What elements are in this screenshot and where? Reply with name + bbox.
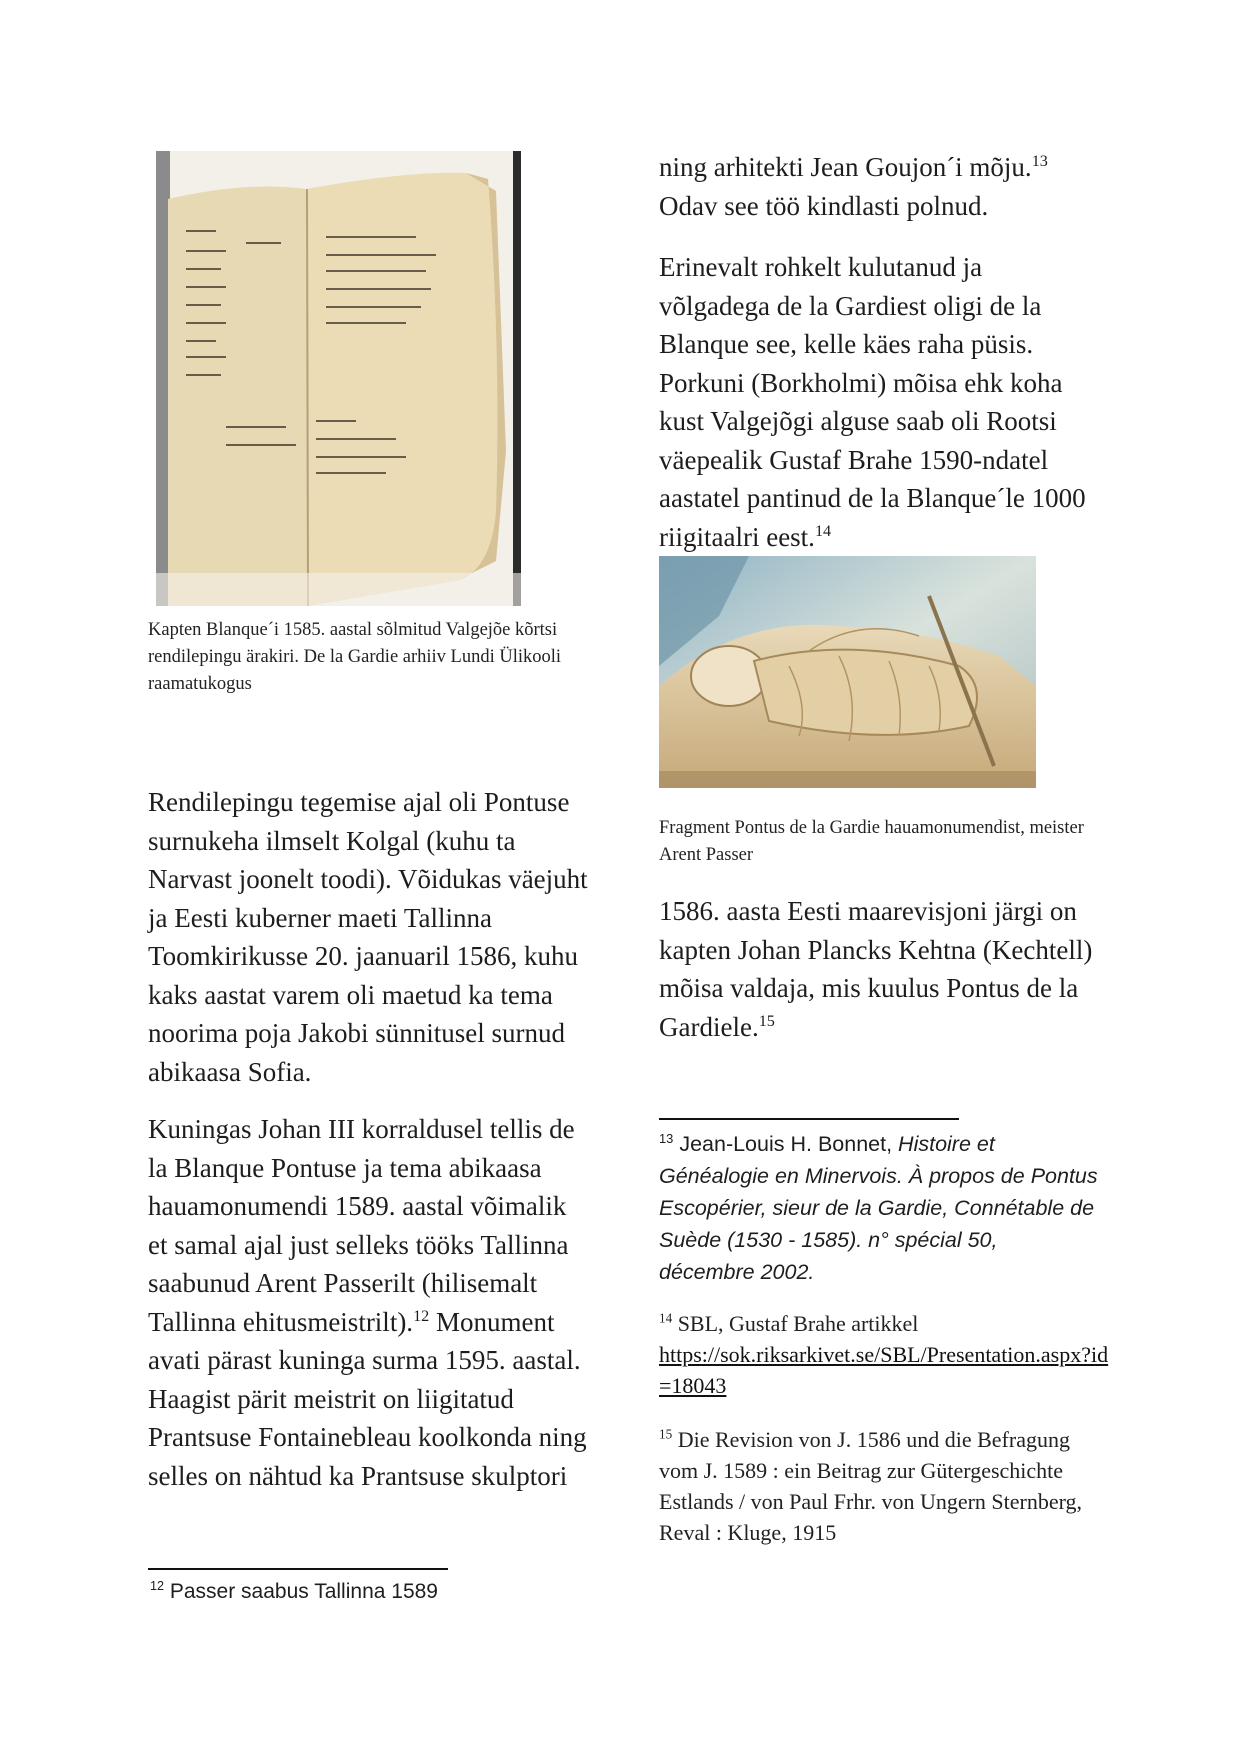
footnote-14: $^{14}$ SBL, Gustaf Brahe artikkel https://sok.riksarkivet.se/SBL/Presentation.aspx?id=18043: [659, 1310, 1109, 1398]
manuscript-caption: Kapten Blanque´i 1585. aastal sõlmitud Valgejõe kõrtsi rendilepingu ärakiri. De la Gardie arhiiv Lundi Ülikooli raamatukogus: [148, 620, 562, 694]
footnote-separator: [148, 1568, 448, 1570]
paragraph-goujon: ning arhitekti Jean Goujon´i mõju.$^{13}$ Odav see töö kindlasti polnud.: [659, 152, 1048, 221]
footnote-12: $^{12}$ Passer saabus Tallinna 1589: [150, 1579, 438, 1603]
paragraph-kuningas: Kuningas Johan III korraldusel tellis de la Blanque Pontuse ja tema abikaasa hauamonumendi 1589. aastal võimalik et samal ajal just selleks tööks Tallinna saabunud Arent Passerilt (hilisemalt Tallinna ehitusmeistrilt).$^{12}$ Monument avati pärast kuninga surma 1595. aastal. Haagist pärit meistrit on liigitatud Prantsuse Fontainebleau koolkonda ning selles on nähtud ka Prantsuse skulptori: [148, 1114, 587, 1491]
footnote-13: $^{13}$ Jean-Louis H. Bonnet, Histoire et Généalogie en Minervois. À propos de Pontus Escopérier, sieur de la Gardie, Connétable de Suède (1530 - 1585). n° spécial 50, décembre 2002.: [659, 1130, 1098, 1284]
sbl-link[interactable]: https://sok.riksarkivet.se/SBL/Presentation.aspx?id=18043: [659, 1342, 1109, 1398]
footnote-ref-12[interactable]: 12: [413, 1306, 430, 1325]
footnote-15: $^{15}$ Die Revision von J. 1586 und die Befragung vom J. 1589 : ein Beitrag zur Gütergeschichte Estlands / von Paul Frhr. von Ungern Sternberg, Reval : Kluge, 1915: [659, 1426, 1083, 1545]
paragraph-rendilepingu: Rendilepingu tegemise ajal oli Pontuse surnukeha ilmselt Kolgal (kuhu ta Narvast joonelt toodi). Võidukas väejuht ja Eesti kuberner maeti Tallinna Toomkirikusse 20. jaanuaril 1586, kuhu kaks aastat varem oli maetud ka tema noorima poja Jakobi sünnitusel surnud abikaasa Sofia.: [148, 787, 588, 1087]
footnote-ref-14[interactable]: 14: [814, 521, 832, 540]
footnote-ref-15[interactable]: 15: [758, 1011, 775, 1030]
effigy-caption: Fragment Pontus de la Gardie hauamonumendist, meister Arent Passer: [659, 818, 1084, 865]
footnote-separator: [659, 1118, 959, 1120]
paragraph-erinevalt: Erinevalt rohkelt kulutanud ja võlgadega de la Gardiest oligi de la Blanque see, kelle käes raha püsis. Porkuni (Borkholmi) mõisa ehk koha kust Valgejõgi alguse saab oli Rootsi väepealik Gustaf Brahe 1590-ndatel aastatel pantinud de la Blanque´le 1000 riigitaalri eest.$^{14}$: [659, 252, 1086, 552]
paragraph-1586: 1586. aasta Eesti maarevisjoni järgi on kapten Johan Plancks Kehtna (Kechtell) mõisa valdaja, mis kuulus Pontus de la Gardiele.$^{15}$: [659, 896, 1093, 1042]
footnote-ref-13[interactable]: 13: [1031, 152, 1048, 170]
effigy-photo: [659, 556, 1036, 788]
manuscript-photo: [156, 151, 521, 606]
